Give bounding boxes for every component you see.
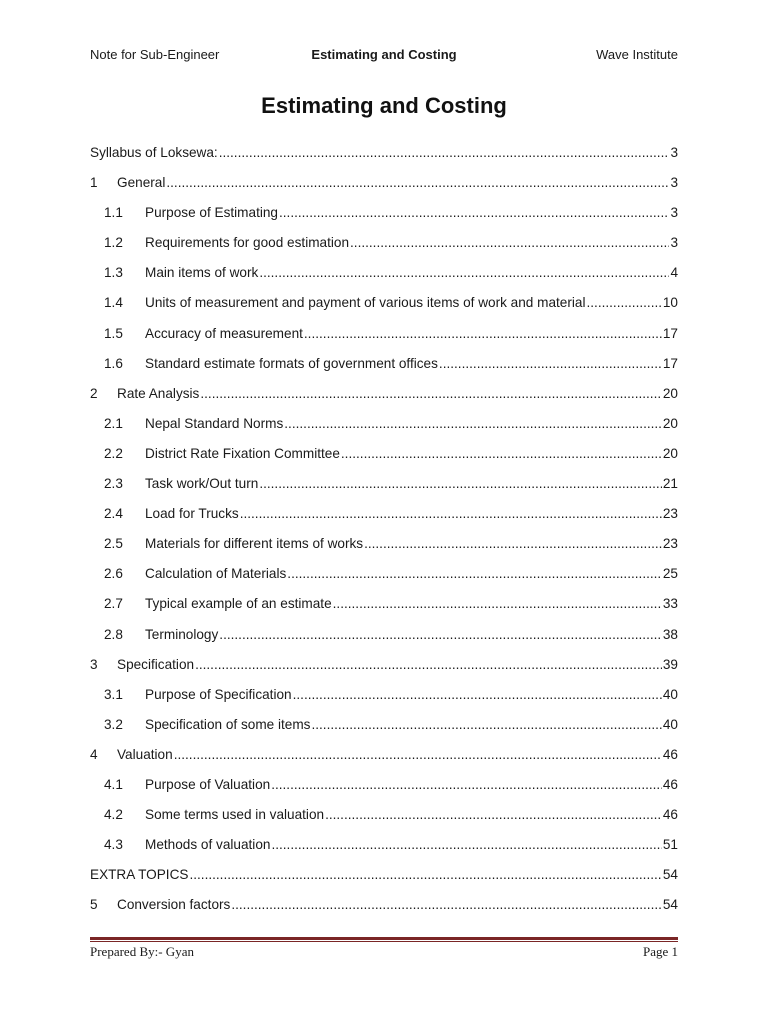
header-right-text: Wave Institute: [596, 47, 678, 62]
toc-entry-page: 3: [670, 145, 678, 160]
toc-entry-title: Task work/Out turn: [145, 476, 259, 492]
footer-rule-thin: [90, 941, 678, 942]
toc-entry-number: 1.5: [104, 325, 123, 341]
toc-entry-number: 3.1: [104, 686, 123, 702]
toc-dot-leader: [311, 715, 661, 735]
header-left-text: Note for Sub-Engineer: [90, 47, 220, 62]
toc-entry-page: 3: [670, 235, 678, 251]
toc-entry-title: Main items of work: [145, 265, 259, 281]
toc-entry-page: 3: [670, 175, 678, 191]
toc-entry-title: Purpose of Specification: [145, 686, 292, 702]
toc-entry-page: 54: [662, 897, 678, 913]
toc-entry-page: 17: [662, 355, 678, 371]
toc-dot-leader: [279, 203, 669, 223]
toc-entry-page: 20: [662, 385, 678, 401]
toc-entry-number: 4.1: [104, 776, 123, 792]
toc-entry-title: Terminology: [145, 626, 219, 642]
toc-entry-page: 21: [662, 476, 678, 492]
toc-dot-leader: [341, 444, 662, 464]
footer-rule-thick: [90, 937, 678, 940]
toc-entry-number: 2.7: [104, 596, 123, 612]
toc-dot-leader: [364, 534, 662, 554]
toc-entry[interactable]: [90, 895, 678, 925]
toc-entry[interactable]: [90, 384, 678, 414]
toc-entry[interactable]: [90, 263, 678, 293]
toc-dot-leader: [325, 805, 662, 825]
toc-dot-leader: [195, 655, 662, 675]
toc-entry[interactable]: [90, 444, 678, 474]
footer-left-text: Prepared By:- Gyan: [90, 944, 194, 959]
toc-entry-page: 46: [662, 746, 678, 762]
toc-entry-title: Conversion factors: [117, 897, 231, 913]
toc-entry-number: 1.4: [104, 295, 123, 311]
toc-entry-number: 3: [90, 656, 98, 672]
toc-entry-page: 23: [662, 536, 678, 552]
toc-entry[interactable]: [90, 414, 678, 444]
toc-entry-number: 2.2: [104, 445, 123, 461]
toc-entry[interactable]: [90, 835, 678, 865]
toc-entry-title: General: [117, 175, 166, 191]
toc-dot-leader: [304, 324, 662, 344]
toc-entry-title: Rate Analysis: [117, 385, 200, 401]
toc-entry-number: 2.4: [104, 506, 123, 522]
toc-entry-page: 33: [662, 596, 678, 612]
toc-dot-leader: [259, 263, 669, 283]
toc-entry-title: Nepal Standard Norms: [145, 415, 284, 431]
toc-entry-number: 5: [90, 897, 98, 913]
toc-entry-page: 39: [662, 656, 678, 672]
toc-entry-title: Standard estimate formats of government offices: [145, 355, 438, 371]
toc-entry-page: 23: [662, 506, 678, 522]
toc-dot-leader: [174, 745, 662, 765]
toc-entry[interactable]: [90, 564, 678, 594]
toc-entry-page: 54: [662, 867, 678, 883]
toc-entry[interactable]: [90, 715, 678, 745]
toc-entry-title: EXTRA TOPICS: [90, 867, 189, 883]
toc-entry[interactable]: [90, 594, 678, 624]
toc-entry-number: 1.1: [104, 205, 123, 221]
toc-dot-leader: [189, 865, 661, 885]
toc-entry-page: 46: [662, 807, 678, 823]
toc-entry-title: Some terms used in valuation: [145, 807, 325, 823]
toc-entry[interactable]: [90, 233, 678, 263]
toc-entry-number: 2: [90, 385, 98, 401]
toc-entry[interactable]: [90, 775, 678, 805]
toc-entry-number: 2.1: [104, 415, 123, 431]
toc-entry-number: 1.3: [104, 265, 123, 281]
toc-entry-page: 17: [662, 325, 678, 341]
toc-dot-leader: [271, 775, 662, 795]
toc-entry-title: Valuation: [117, 746, 173, 762]
toc-entry-page: 10: [662, 295, 678, 311]
toc-entry-page: 20: [662, 415, 678, 431]
toc-dot-leader: [586, 293, 661, 313]
toc-entry-number: 1.2: [104, 235, 123, 251]
toc-dot-leader: [231, 895, 662, 915]
toc-dot-leader: [271, 835, 661, 855]
toc-dot-leader: [350, 233, 669, 253]
toc-dot-leader: [287, 564, 662, 584]
toc-entry-title: Requirements for good estimation: [145, 235, 350, 251]
toc-entry[interactable]: [90, 293, 678, 323]
toc-entry-title: Materials for different items of works: [145, 536, 364, 552]
toc-dot-leader: [219, 625, 662, 645]
toc-entry-number: 2.5: [104, 536, 123, 552]
toc-entry-title: Load for Trucks: [145, 506, 239, 522]
toc-entry-number: 1: [90, 175, 98, 191]
toc-entry-title: Specification of some items: [145, 716, 311, 732]
document-title: Estimating and Costing: [261, 93, 507, 118]
toc-entry[interactable]: [90, 745, 678, 775]
toc-entry-title: Calculation of Materials: [145, 566, 287, 582]
toc-entry-page: 46: [662, 776, 678, 792]
toc-entry-title: District Rate Fixation Committee: [145, 445, 340, 461]
toc-entry-page: 20: [662, 445, 678, 461]
header-center-text: Estimating and Costing: [311, 47, 457, 62]
toc-entry[interactable]: [90, 504, 678, 534]
toc-entry-number: 2.8: [104, 626, 123, 642]
toc-entry-page: 3: [670, 205, 678, 221]
toc-entry[interactable]: [90, 143, 678, 173]
toc-dot-leader: [219, 143, 670, 163]
toc-entry[interactable]: [90, 203, 678, 233]
toc-dot-leader: [200, 384, 662, 404]
toc-entry-number: 2.3: [104, 476, 123, 492]
toc-entry[interactable]: [90, 625, 678, 655]
toc-entry[interactable]: [90, 805, 678, 835]
toc-entry-title: Syllabus of Loksewa:: [90, 145, 218, 160]
toc-entry-page: 40: [662, 716, 678, 732]
footer-page-number: Page 1: [642, 944, 678, 959]
toc-entry-number: 4.3: [104, 837, 123, 853]
toc-entry[interactable]: [90, 354, 678, 384]
toc-entry-title: Purpose of Estimating: [145, 205, 278, 221]
toc-entry-number: 4: [90, 746, 98, 762]
page-header: [90, 47, 678, 67]
toc-entry-title: Purpose of Valuation: [145, 776, 271, 792]
toc-dot-leader: [284, 414, 662, 434]
toc-entry-page: 40: [662, 686, 678, 702]
toc-entry-page: 38: [662, 626, 678, 642]
toc-entry-page: 51: [662, 837, 678, 853]
toc-entry-number: 3.2: [104, 716, 123, 732]
toc-entry-title: Methods of valuation: [145, 837, 271, 853]
toc-entry[interactable]: [90, 474, 678, 504]
toc-entry-page: 25: [662, 566, 678, 582]
toc-dot-leader: [166, 173, 669, 193]
toc-entry[interactable]: [90, 865, 678, 895]
toc-dot-leader: [333, 594, 662, 614]
toc-dot-leader: [259, 474, 662, 494]
toc-entry-title: Accuracy of measurement: [145, 325, 303, 341]
toc-entry-number: 1.6: [104, 355, 123, 371]
toc-entry-page: 4: [670, 265, 678, 281]
toc-dot-leader: [293, 685, 662, 705]
toc-entry-title: Units of measurement and payment of various items of work and material: [145, 295, 586, 311]
toc-dot-leader: [240, 504, 662, 524]
toc-entry-number: 4.2: [104, 807, 123, 823]
toc-entry-title: Specification: [117, 656, 195, 672]
toc-entry-number: 2.6: [104, 566, 123, 582]
toc-entry[interactable]: [90, 324, 678, 354]
page-footer: [90, 944, 678, 962]
toc-entry[interactable]: [90, 534, 678, 564]
toc-entry-title: Typical example of an estimate: [145, 596, 332, 612]
toc-dot-leader: [439, 354, 662, 374]
toc-entry[interactable]: [90, 173, 678, 203]
toc-entry[interactable]: [90, 685, 678, 715]
table-of-contents: [90, 143, 678, 925]
toc-entry[interactable]: [90, 655, 678, 685]
